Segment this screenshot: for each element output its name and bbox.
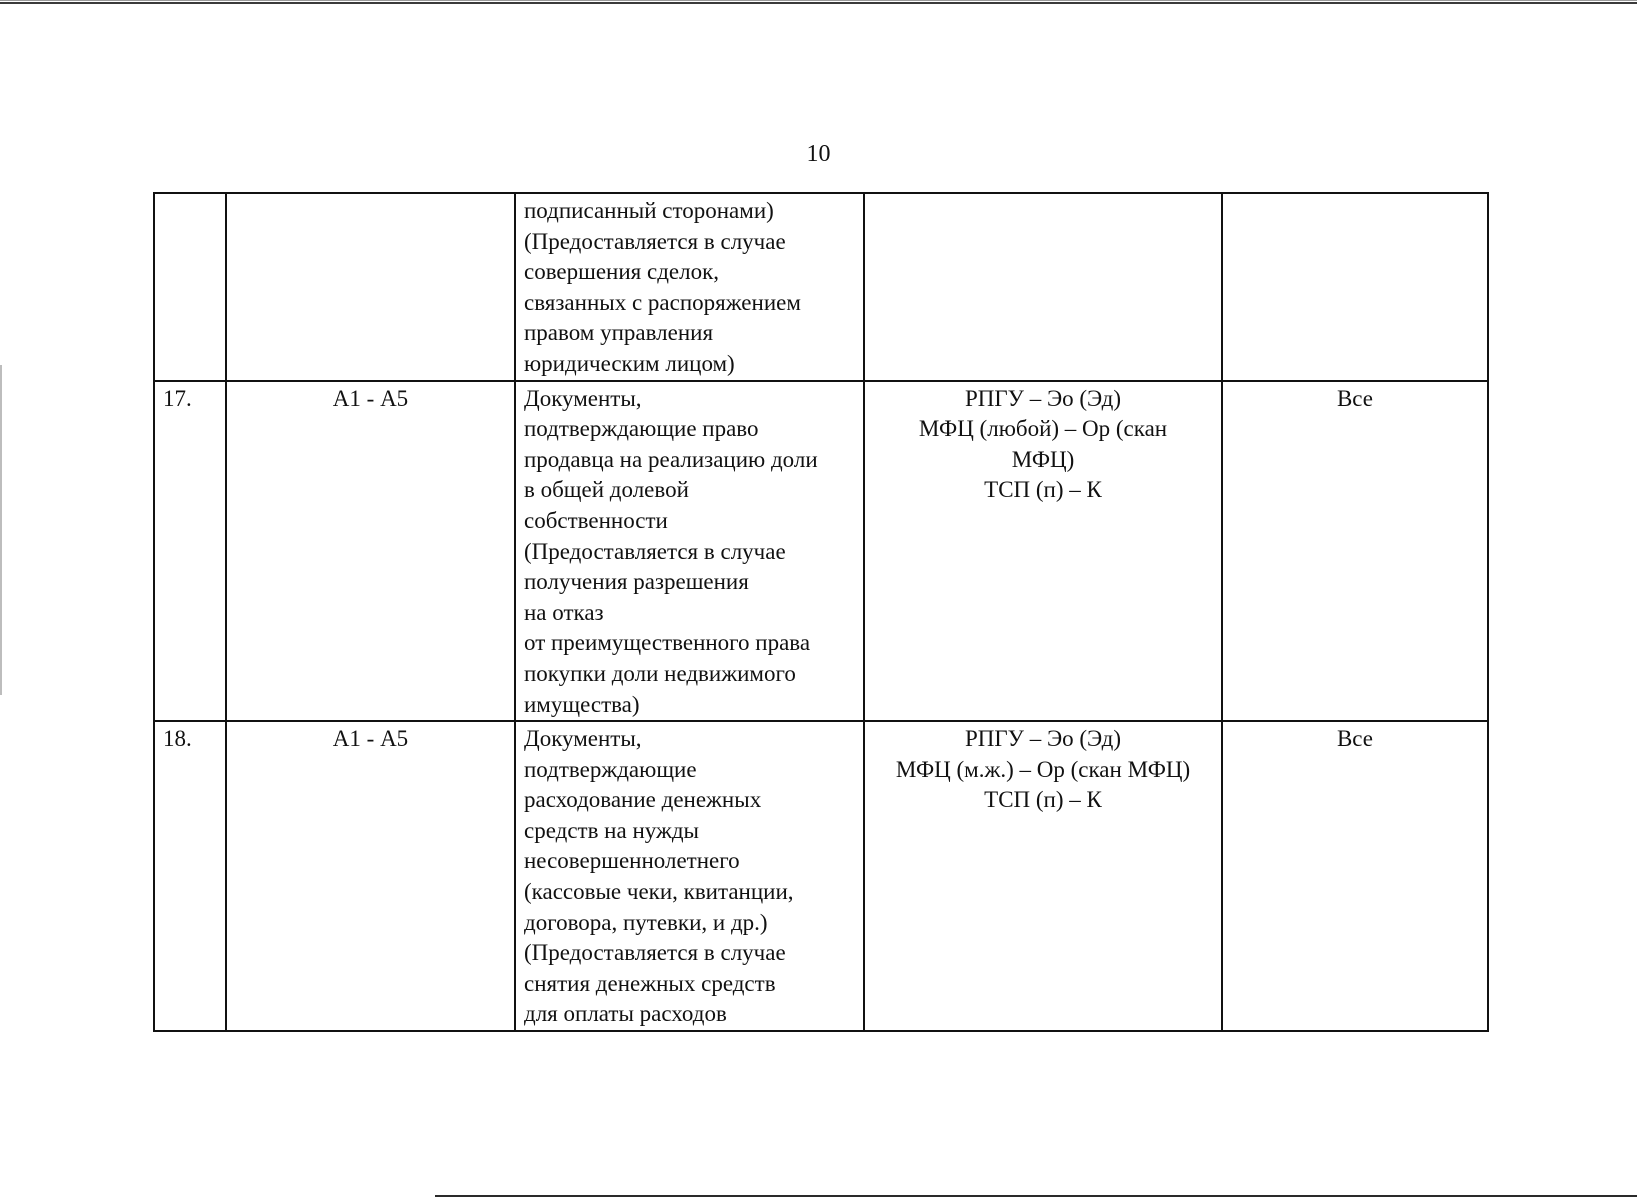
cell-submission-method	[864, 193, 1222, 381]
scan-edge-line-top	[0, 2, 1637, 4]
table-row	[154, 721, 1488, 1031]
cell-applicants	[1222, 193, 1488, 381]
scan-edge-line-top-thin	[0, 0, 1637, 1]
scan-edge-line-bottom	[435, 1195, 1637, 1197]
text-line: МФЦ (м.ж.) – Ор (скан МФЦ)	[895, 756, 1191, 782]
text-line: (кассовые чеки, квитанции,	[524, 879, 794, 905]
text-line: (Предоставляется в случае	[524, 228, 786, 254]
scan-edge-mark-left	[0, 365, 2, 695]
cell-number	[154, 193, 226, 381]
text-line: Документы,	[524, 726, 642, 752]
text-line: подтверждающие право	[524, 416, 759, 442]
cell-number: 17.	[154, 381, 226, 722]
text-line: продавца на реализацию доли	[524, 446, 818, 472]
cell-applicants: Все	[1222, 721, 1488, 1031]
text-line: (Предоставляется в случае	[524, 538, 786, 564]
text-line: несовершеннолетнего	[524, 848, 740, 874]
text-line: расходование денежных	[524, 787, 762, 813]
text-line: получения разрешения	[524, 569, 749, 595]
cell-document-description	[515, 193, 864, 381]
text-line: (Предоставляется в случае	[524, 940, 786, 966]
text-line: договора, путевки, и др.)	[524, 909, 768, 935]
page-number: 10	[806, 141, 831, 167]
documents-table	[153, 192, 1489, 1032]
cell-applicant-codes: А1 - А5	[226, 721, 515, 1031]
cell-applicant-codes: А1 - А5	[226, 381, 515, 722]
text-line: РПГУ – Эо (Эд)	[964, 385, 1122, 411]
cell-document-description	[515, 721, 864, 1031]
text-line: совершения сделок,	[524, 259, 720, 285]
text-line: МФЦ)	[1011, 446, 1075, 472]
text-line: на отказ	[524, 599, 604, 625]
text-line: РПГУ – Эо (Эд)	[964, 726, 1122, 752]
text-line: юридическим лицом)	[524, 350, 735, 376]
text-line: МФЦ (любой) – Ор (скан	[918, 416, 1168, 442]
table-row	[154, 381, 1488, 722]
text-line: снятия денежных средств	[524, 970, 776, 996]
text-line: Документы,	[524, 385, 642, 411]
cell-submission-method	[864, 721, 1222, 1031]
text-line: подписанный сторонами)	[524, 198, 774, 223]
cell-applicant-codes	[226, 193, 515, 381]
table-row	[154, 193, 1488, 381]
cell-document-description	[515, 381, 864, 722]
text-line: в общей долевой	[524, 477, 689, 503]
text-line: средств на нужды	[524, 817, 700, 843]
text-line: ТСП (п) – К	[984, 477, 1102, 503]
cell-number: 18.	[154, 721, 226, 1031]
text-line: покупки доли недвижимого	[524, 660, 796, 686]
cell-applicants: Все	[1222, 381, 1488, 722]
text-line: от преимущественного права	[524, 630, 811, 656]
text-line: собственности	[524, 507, 668, 533]
text-line: имущества)	[524, 691, 640, 717]
text-line: ТСП (п) – К	[984, 787, 1102, 813]
text-line: подтверждающие	[524, 756, 697, 782]
text-line: связанных с распоряжением	[524, 289, 801, 315]
cell-submission-method	[864, 381, 1222, 722]
text-line: для оплаты расходов	[524, 1001, 727, 1027]
text-line: правом управления	[524, 320, 714, 346]
